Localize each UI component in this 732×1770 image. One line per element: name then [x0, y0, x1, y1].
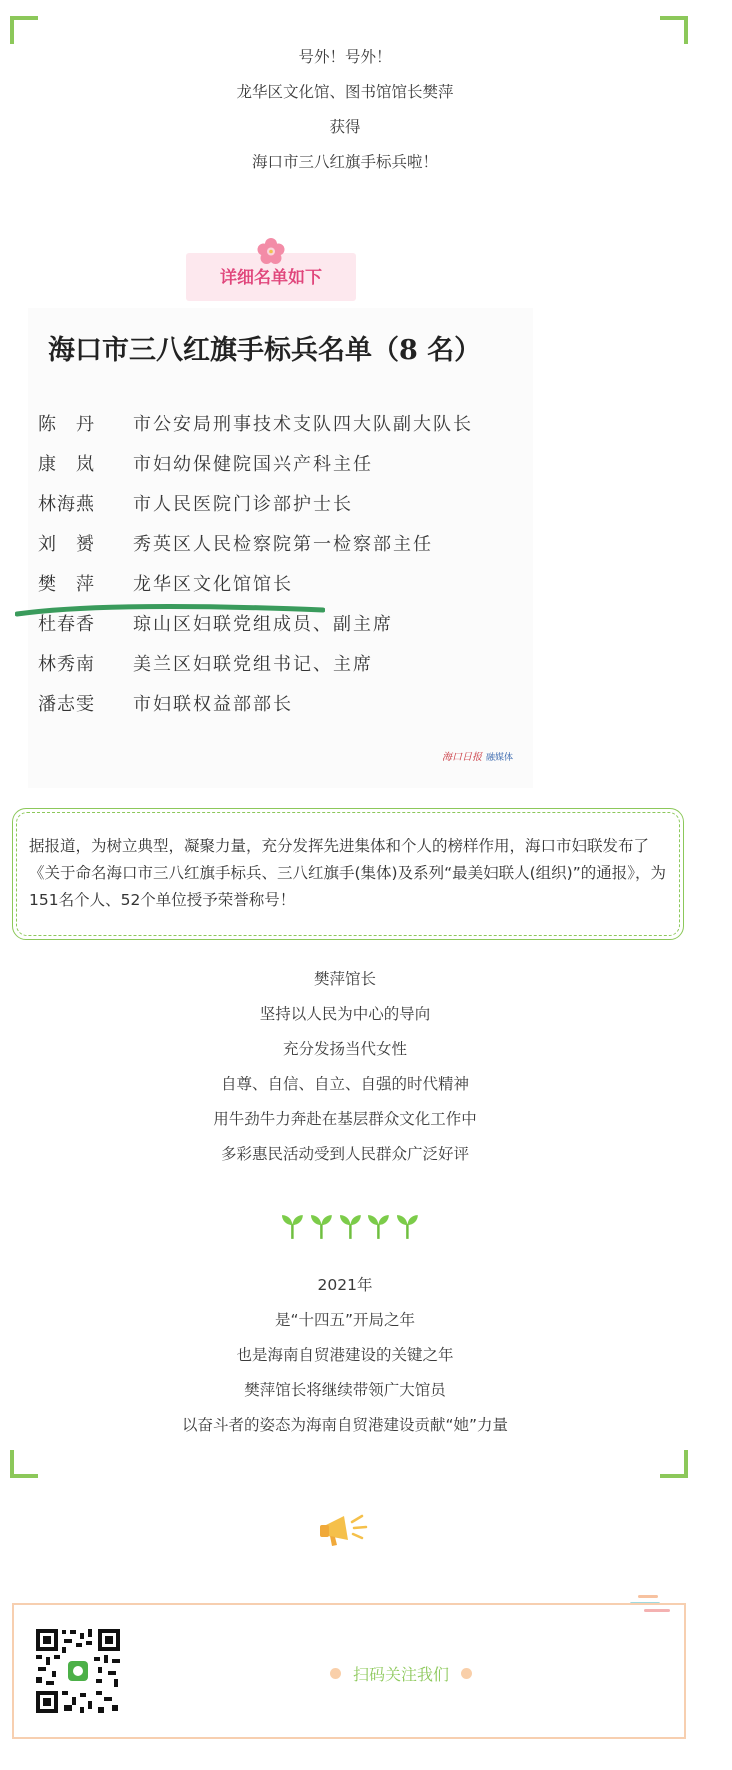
sprout-icon: [366, 1210, 391, 1240]
source-logo: [442, 748, 513, 763]
outlook-line: 2021年: [317, 1276, 373, 1294]
honoree-position: 龙华区文化馆馆长: [133, 574, 293, 595]
intro-line: 龙华区文化馆、图书馆馆长樊萍: [236, 83, 454, 101]
roster-row: [38, 530, 433, 570]
praise-section: [0, 962, 690, 1172]
honoree-position: 秀英区人民检察院第一检察部主任: [133, 534, 433, 555]
report-text: 据报道，为树立典型，凝聚力量，充分发挥先进集体和个人的榜样作用，海口市妇联发布了《关于命名海口市三八红旗手标兵、三八红旗手(集体)及系列“最美妇联人(组织)”的通报》，为151名个人、52个单位授予荣誉称号！: [29, 837, 667, 909]
sprout-icon: [309, 1210, 334, 1240]
honoree-name: 樊 萍: [38, 574, 95, 595]
corner-bracket-bottom-left: [10, 1450, 38, 1478]
praise-line: 用牛劲牛力奔赴在基层群众文化工作中: [213, 1110, 477, 1128]
megaphone-icon: [318, 1510, 370, 1550]
outlook-line: 以奋斗者的姿态为海南自贸港建设贡献“她”力量: [181, 1416, 509, 1434]
intro-line: 号外！号外！: [298, 48, 392, 66]
honoree-position: 市人民医院门诊部护士长: [133, 494, 353, 515]
honoree-name: 林海燕: [38, 494, 95, 515]
roster-row: [38, 490, 353, 530]
outlook-line: 是“十四五”开局之年: [274, 1311, 416, 1329]
corner-bracket-bottom-right: [660, 1450, 688, 1478]
roster-row: [38, 410, 473, 450]
praise-line: 樊萍馆长: [313, 970, 376, 988]
roster-row: [38, 650, 373, 690]
follow-us-label: [318, 1660, 484, 1690]
sprout-icon: [280, 1210, 305, 1240]
roster-row: [38, 450, 373, 490]
honoree-position: 琼山区妇联党组成员、副主席: [133, 614, 393, 635]
roster-title: 海口市三八红旗手标兵名单（8 名）: [48, 335, 482, 366]
sprout-icon: [338, 1210, 363, 1240]
honoree-position: 美兰区妇联党组书记、主席: [133, 654, 373, 675]
details-banner: 详细名单如下: [186, 253, 356, 301]
praise-line: 多彩惠民活动受到人民群众广泛好评: [220, 1145, 469, 1163]
report-box: [12, 808, 684, 940]
intro-announcement: [0, 40, 690, 180]
dot-icon: [461, 1668, 472, 1679]
honoree-position: 市妇幼保健院国兴产科主任: [133, 454, 373, 475]
source-logo-sub: 融媒体: [486, 753, 514, 763]
honoree-name: 康 岚: [38, 454, 95, 475]
dot-icon: [330, 1668, 341, 1679]
honoree-name: 潘志雯: [38, 694, 95, 715]
flower-icon: [255, 236, 287, 268]
qr-code-image[interactable]: [34, 1627, 122, 1715]
roster-image: [28, 308, 533, 788]
honoree-position: 市公安局刑事技术支队四大队副大队长: [133, 414, 473, 435]
honoree-name: 陈 丹: [38, 414, 95, 435]
praise-line: 自尊、自信、自立、自强的时代精神: [220, 1075, 469, 1093]
outlook-section: [0, 1268, 690, 1443]
honoree-name: 林秀南: [38, 654, 95, 675]
sprout-icon: [395, 1210, 420, 1240]
intro-line: 海口市三八红旗手标兵啦！: [251, 153, 438, 171]
praise-line: 充分发扬当代女性: [282, 1040, 407, 1058]
outlook-line: 也是海南自贸港建设的关键之年: [236, 1346, 454, 1364]
roster-row: [38, 690, 293, 730]
sprout-divider: [280, 1210, 420, 1242]
praise-line: 坚持以人民为中心的导向: [259, 1005, 431, 1023]
highlight-underline: [15, 600, 325, 620]
outlook-line: 樊萍馆长将继续带领广大馆员: [244, 1381, 446, 1399]
follow-us-text: 扫码关注我们: [353, 1665, 450, 1684]
honoree-name: 刘 赟: [38, 534, 95, 555]
honoree-position: 市妇联权益部部长: [133, 694, 293, 715]
honoree-name: 杜春香: [38, 614, 95, 635]
intro-line: 获得: [329, 118, 361, 136]
source-logo-text: 海口日报: [442, 752, 482, 763]
